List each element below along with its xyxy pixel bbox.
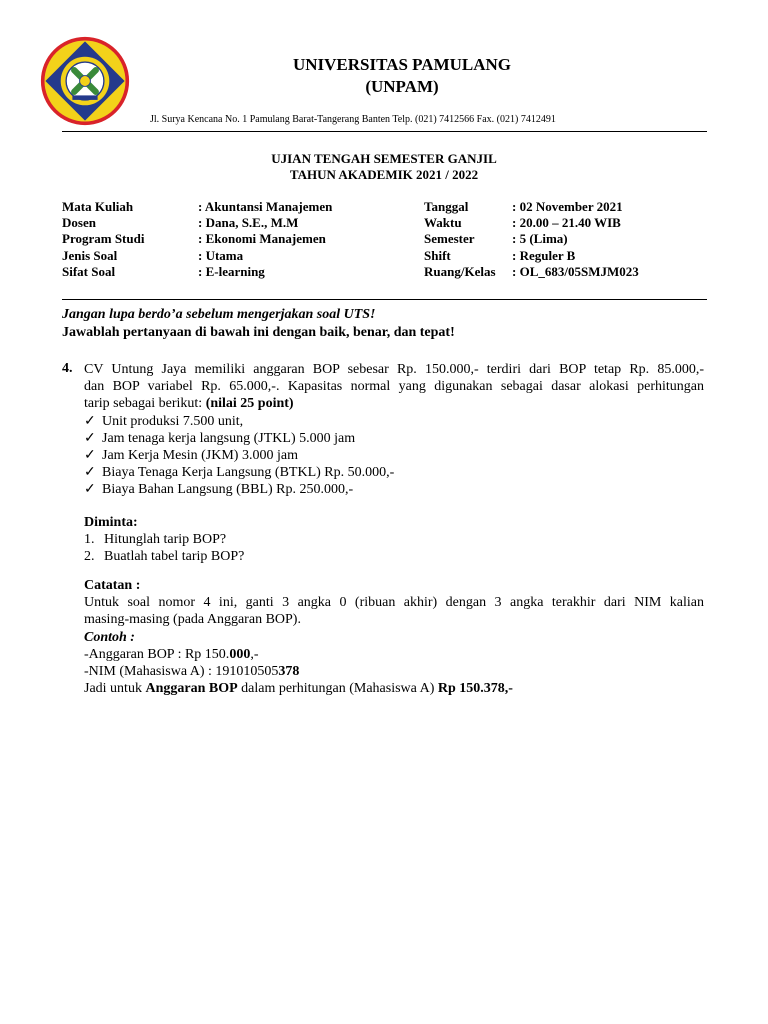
check-icon: ✓ [84, 482, 96, 498]
info-label: Ruang/Kelas [424, 263, 496, 279]
requested-section [84, 514, 704, 566]
check-icon: ✓ [84, 448, 96, 464]
list-item [84, 548, 704, 565]
header-divider [62, 131, 707, 132]
info-row-time [424, 215, 639, 231]
list-item [84, 481, 704, 498]
info-value: : Akuntansi Manajemen [198, 199, 333, 214]
example-highlight: Rp 150.378,- [437, 681, 513, 697]
prayer-note: Jangan lupa berdo’a sebelum mengerjakan soal UTS! [62, 307, 376, 322]
question-line [84, 395, 704, 412]
example-text: -Anggaran BOP : Rp 150. [84, 646, 230, 662]
info-label: Sifat Soal [62, 263, 116, 279]
university-name: UNIVERSITAS PAMULANG [292, 55, 512, 74]
example-heading: Contoh : [84, 629, 135, 645]
example-result [84, 680, 704, 697]
info-row-shift [424, 248, 639, 264]
list-item-text: Biaya Bahan Langsung (BBL) Rp. 250.000,- [102, 482, 354, 498]
example-text: -NIM (Mahasiswa A) : 191010505 [84, 664, 279, 680]
list-item-text: Jam tenaga kerja langsung (JTKL) 5.000 jam [102, 430, 356, 446]
info-row-program [62, 231, 332, 247]
university-abbreviation: (UNPAM) [365, 77, 439, 96]
list-item-text: Buatlah tabel tarip BOP? [104, 549, 245, 565]
info-row-nature [62, 264, 332, 280]
notes-line: masing-masing (pada Anggaran BOP). [84, 612, 301, 628]
check-icon: ✓ [84, 465, 96, 481]
info-value: : 02 November 2021 [512, 199, 623, 214]
list-item [84, 413, 704, 430]
list-number: 1. [84, 532, 95, 548]
example-text: Jadi untuk [84, 681, 146, 697]
info-value: : Dana, S.E., M.M [198, 215, 299, 231]
list-item-text: Jam Kerja Mesin (JKM) 3.000 jam [102, 448, 298, 464]
info-label: Dosen [62, 215, 96, 231]
info-label: Tanggal [424, 199, 469, 214]
question-line: dan BOP variabel Rp. 65.000,-. Kapasitas normal yang digunakan sebagai dasar alokasi perhitungan [84, 379, 704, 395]
info-divider [62, 299, 707, 300]
notes-section [84, 577, 704, 697]
university-address: Jl. Surya Kencana No. 1 Pamulang Barat-Tangerang Banten Telp. (021) 7412566 Fax. (021) 7412491 [150, 114, 556, 125]
example-nim [84, 663, 704, 680]
example-text: dalam perhitungan (Mahasiswa A) [237, 681, 438, 697]
instruction-note: Jawablah pertanyaan di bawah ini dengan baik, benar, dan tepat! [62, 325, 455, 340]
list-item [84, 531, 704, 548]
question-points: (nilai 25 point) [205, 396, 294, 412]
info-row-course [62, 199, 332, 215]
question-text: tarip sebagai berikut: [84, 396, 206, 412]
academic-year: TAHUN AKADEMIK 2021 / 2022 [289, 167, 479, 182]
example-highlight: 000 [229, 646, 251, 662]
info-value: : E-learning [198, 263, 265, 279]
example-budget [84, 646, 704, 663]
example-text: ,- [250, 646, 259, 662]
info-value: : Utama [198, 247, 244, 263]
info-row-room [424, 264, 639, 280]
exam-info-left [62, 199, 332, 280]
notes-line: Untuk soal nomor 4 ini, ganti 3 angka 0 (ribuan akhir) dengan 3 angka terakhir dari NIM kalian [84, 595, 704, 611]
info-row-date [424, 199, 639, 215]
info-row-type [62, 248, 332, 264]
info-value: : OL_683/05SMJM023 [512, 263, 639, 279]
info-label: Shift [424, 247, 451, 263]
info-value: : Reguler B [512, 247, 576, 263]
info-label: Semester [424, 231, 475, 247]
requested-list [84, 531, 704, 565]
given-data-list [84, 413, 704, 499]
check-icon: ✓ [84, 413, 96, 429]
requested-heading: Diminta: [84, 515, 138, 530]
list-number: 2. [84, 549, 95, 565]
question-body [84, 361, 704, 499]
question-line: CV Untung Jaya memiliki anggaran BOP sebesar Rp. 150.000,- terdiri dari BOP tetap Rp. 85.000,- [84, 362, 704, 377]
list-item [84, 430, 704, 447]
info-value: : 20.00 – 21.40 WIB [512, 215, 621, 231]
example-highlight: Anggaran BOP [145, 681, 238, 697]
info-label: Program Studi [62, 231, 145, 247]
list-item-text: Unit produksi 7.500 unit, [102, 413, 244, 429]
question-number: 4. [62, 361, 73, 376]
list-item-text: Hitunglah tarip BOP? [104, 532, 227, 548]
info-label: Waktu [424, 215, 462, 231]
info-value: : Ekonomi Manajemen [198, 231, 326, 247]
list-item [84, 447, 704, 464]
notes-heading: Catatan : [84, 578, 141, 593]
info-row-lecturer [62, 215, 332, 231]
info-label: Jenis Soal [62, 247, 118, 263]
list-item-text: Biaya Tenaga Kerja Langsung (BTKL) Rp. 50.000,- [102, 465, 395, 481]
exam-info-right [424, 199, 639, 280]
example-highlight: 378 [278, 664, 300, 680]
exam-title: UJIAN TENGAH SEMESTER GANJIL [271, 151, 497, 166]
check-icon: ✓ [84, 430, 96, 446]
list-item [84, 464, 704, 481]
info-row-semester [424, 231, 639, 247]
info-label: Mata Kuliah [62, 199, 134, 214]
info-value: : 5 (Lima) [512, 231, 568, 247]
